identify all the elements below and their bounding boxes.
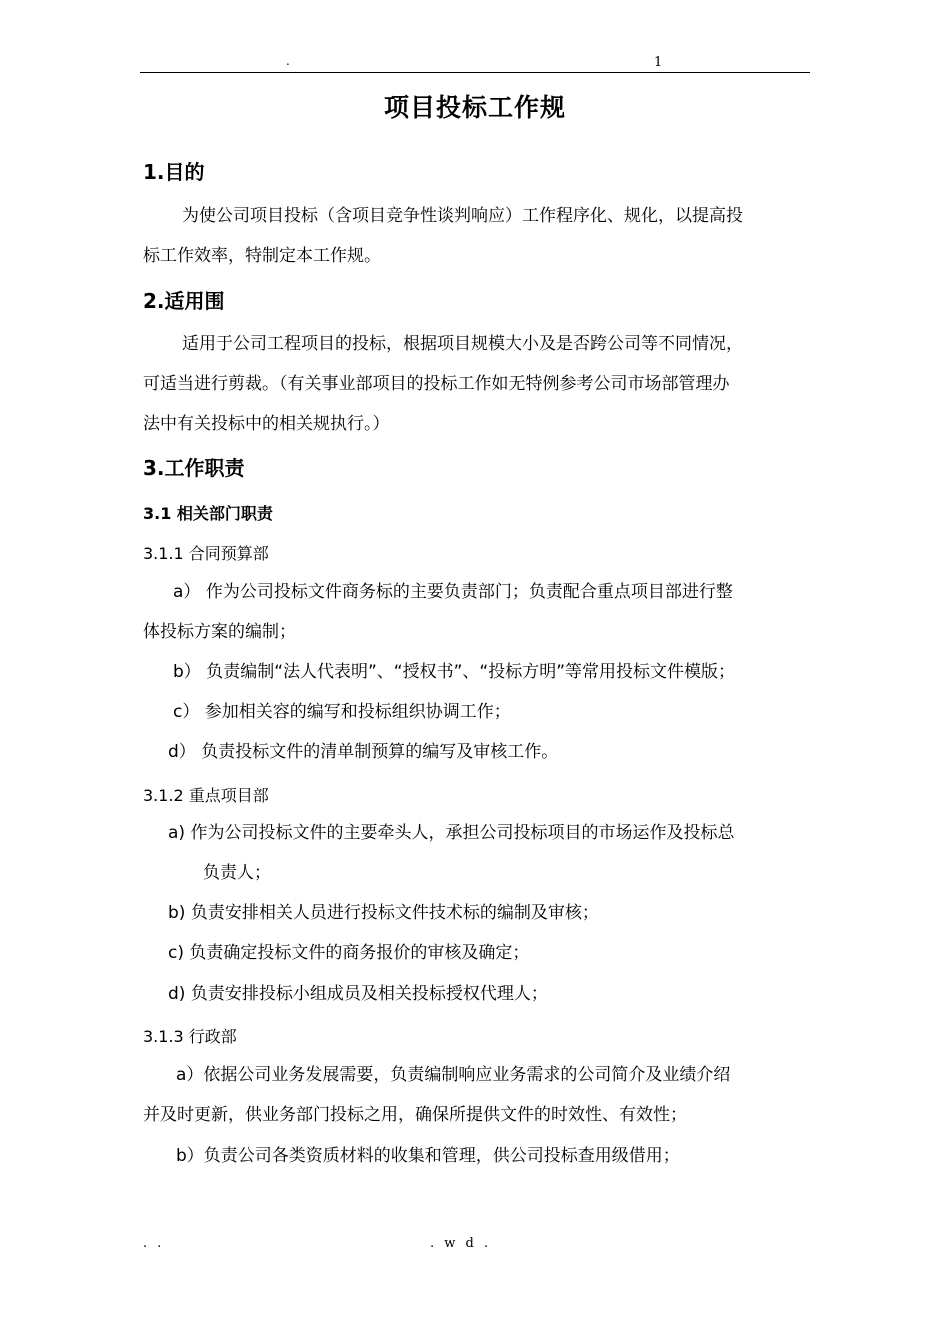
- page-header: [140, 56, 810, 73]
- section-1-line: 标工作效率，特制定本工作规。: [143, 246, 381, 266]
- section-3-heading: 3.工作职责: [143, 456, 245, 480]
- document-title: 项目投标工作规: [383, 93, 566, 122]
- list-item: a) 作为公司投标文件的主要牵头人，承担公司投标项目的市场运作及投标总: [168, 823, 735, 843]
- list-item: a） 作为公司投标文件商务标的主要负责部门；负责配合重点项目部进行整: [173, 582, 733, 602]
- footer-left-dots: . .: [143, 1236, 165, 1251]
- footer-center-text: . w d .: [430, 1236, 492, 1251]
- section-2-line: 适用于公司工程项目的投标，根据项目规模大小及是否跨公司等不同情况，: [182, 334, 743, 354]
- subsection-3-1-3-heading: 3.1.3 行政部: [143, 1027, 237, 1046]
- list-item: b) 负责安排相关人员进行投标文件技术标的编制及审核；: [168, 903, 599, 923]
- list-item-continuation: 负责人；: [203, 863, 271, 883]
- list-item: c) 负责确定投标文件的商务报价的审核及确定；: [168, 943, 530, 963]
- list-item: d) 负责安排投标小组成员及相关投标授权代理人；: [168, 984, 548, 1004]
- subsection-3-1-1-heading: 3.1.1 合同预算部: [143, 544, 269, 563]
- section-1-heading: 1.目的: [143, 160, 205, 184]
- list-item-continuation: 体投标方案的编制；: [143, 622, 296, 642]
- page-number: 1: [654, 55, 663, 70]
- section-2-heading: 2.适用围: [143, 289, 225, 313]
- list-item: c） 参加相关容的编写和投标组织协调工作；: [173, 702, 511, 722]
- subsection-3-1-2-heading: 3.1.2 重点项目部: [143, 786, 269, 805]
- list-item: a）依据公司业务发展需要，负责编制响应业务需求的公司简介及业绩介绍: [176, 1065, 731, 1085]
- list-item: d） 负责投标文件的清单制预算的编写及审核工作。: [168, 742, 559, 762]
- section-1-line: 为使公司项目投标（含项目竞争性谈判响应）工作程序化、规化，以提高投: [182, 206, 743, 226]
- list-item: b）负责公司各类资质材料的收集和管理，供公司投标查用级借用；: [176, 1146, 680, 1166]
- subsection-3-1-heading: 3.1 相关部门职责: [143, 504, 273, 523]
- list-item: b） 负责编制“法人代表明”、“授权书”、“投标方明”等常用投标文件模版；: [173, 662, 736, 682]
- section-2-line: 可适当进行剪裁。（有关事业部项目的投标工作如无特例参考公司市场部管理办: [143, 374, 730, 394]
- list-item-continuation: 并及时更新，供业务部门投标之用，确保所提供文件的时效性、有效性；: [143, 1105, 687, 1125]
- header-dot: .: [286, 54, 290, 68]
- section-2-line: 法中有关投标中的相关规执行。）: [143, 414, 390, 434]
